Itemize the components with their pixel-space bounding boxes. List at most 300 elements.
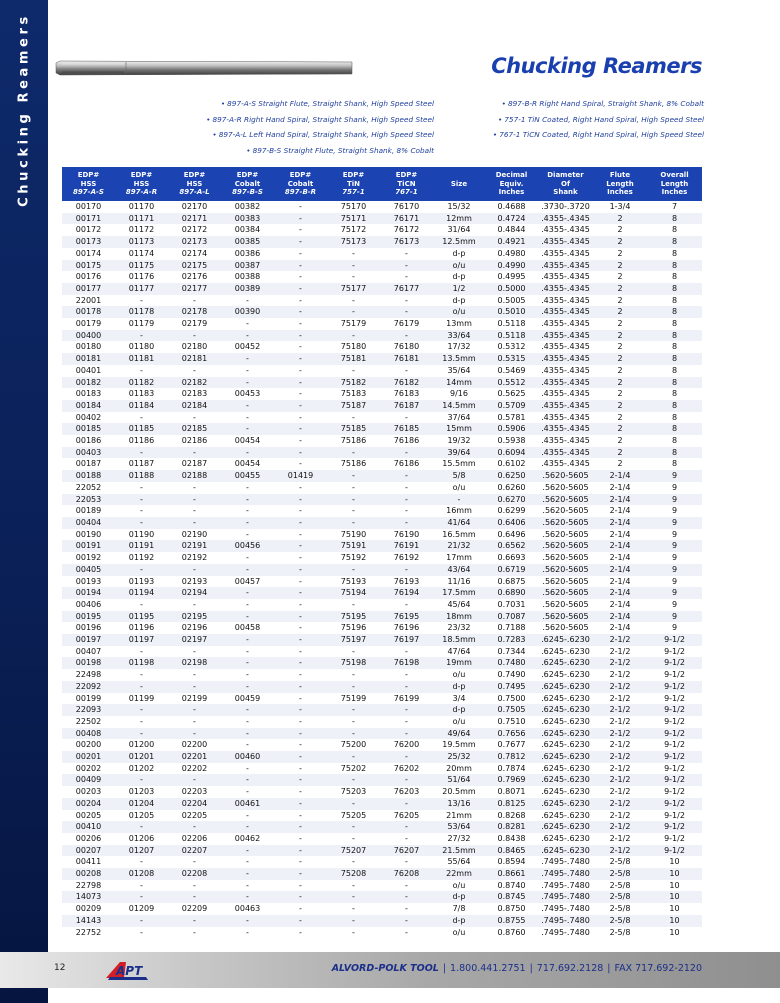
table-cell: - [221, 915, 274, 927]
phone-tollfree: 1.800.441.2751 [450, 963, 526, 974]
table-cell: 75192 [340, 553, 367, 563]
table-cell: .4355-.4345 [538, 423, 593, 435]
table-cell: 2-1/2 [609, 670, 631, 680]
table-cell: 75208 [327, 868, 380, 880]
table-cell: 75186 [340, 459, 367, 469]
table-cell: - [274, 447, 327, 459]
table-cell: 75207 [327, 845, 380, 857]
table-cell: 01207 [115, 845, 168, 857]
table-cell: - [299, 857, 302, 867]
table-cell: - [115, 915, 168, 927]
table-cell: .4355-.4345 [538, 330, 593, 342]
table-cell: 0.7874 [497, 763, 526, 773]
table-row [62, 891, 702, 903]
table-cell: 02186 [181, 436, 208, 446]
table-row [62, 716, 702, 728]
table-cell: - [352, 412, 355, 422]
table-cell: 2-5/8 [593, 868, 647, 880]
table-cell: 21mm [446, 810, 472, 820]
table-cell: d-p [433, 681, 485, 693]
table-cell: - [221, 845, 274, 857]
column-header: Decimal Equiv. Inches [485, 167, 538, 201]
table-cell: - [274, 517, 327, 529]
table-cell: - [405, 482, 408, 492]
table-cell: 00208 [62, 868, 115, 880]
column-header: Diameter Of Shank [538, 167, 593, 201]
table-cell: - [246, 810, 249, 820]
table-cell: - [274, 611, 327, 623]
table-cell: 2-1/4 [609, 482, 631, 492]
table-cell: 00410 [62, 821, 115, 833]
table-cell: 00401 [75, 365, 102, 375]
table-cell: - [299, 787, 302, 797]
table-row [62, 400, 702, 412]
table-cell: - [380, 564, 433, 576]
table-cell: 0.4724 [485, 213, 538, 225]
table-cell: 02177 [168, 283, 221, 295]
table-cell: 76197 [380, 634, 433, 646]
table-cell: 14.5mm [433, 400, 485, 412]
table-cell: - [274, 821, 327, 833]
table-cell: 47/64 [447, 646, 471, 656]
table-cell: d-p [433, 891, 485, 903]
table-row [62, 470, 702, 482]
table-cell: 76195 [380, 611, 433, 623]
table-cell: 22502 [75, 716, 102, 726]
reamer-spec-table [62, 167, 702, 938]
table-cell: 0.6260 [497, 482, 526, 492]
table-cell: - [380, 681, 433, 693]
table-cell: o/u [452, 482, 466, 492]
table-cell: 2-1/2 [609, 646, 631, 656]
table-row [62, 810, 702, 822]
table-cell: 2 [593, 353, 647, 365]
table-cell: 00200 [75, 740, 102, 750]
table-cell: 75186 [340, 436, 367, 446]
table-cell: d-p [433, 915, 485, 927]
table-cell: 9 [671, 553, 678, 563]
table-cell: - [352, 272, 355, 282]
table-cell: 00388 [234, 272, 261, 282]
table-cell: 0.6875 [497, 576, 526, 586]
table-cell: .4355-.4345 [541, 459, 590, 469]
table-cell: 0.7344 [497, 646, 526, 656]
table-cell: 00209 [75, 904, 102, 914]
table-cell: - [352, 248, 355, 258]
table-cell: 9-1/2 [647, 634, 702, 646]
table-cell: 00189 [75, 506, 102, 516]
table-cell: 0.4688 [497, 202, 526, 211]
table-cell: 76177 [380, 283, 433, 295]
table-cell: 45/64 [447, 599, 471, 609]
table-cell: 2 [593, 377, 647, 389]
table-cell: .6245-.6230 [541, 740, 590, 750]
table-cell: 2 [617, 342, 623, 352]
table-cell: 0.7283 [485, 634, 538, 646]
table-cell: 00197 [62, 634, 115, 646]
table-cell: 76193 [393, 576, 420, 586]
table-cell: 2-5/8 [609, 904, 631, 914]
table-cell: 2 [593, 400, 647, 412]
table-cell: - [246, 763, 249, 773]
table-cell: 8 [671, 436, 678, 446]
table-cell: 18mm [433, 611, 485, 623]
table-cell: 8 [671, 295, 678, 305]
table-cell: 2-5/8 [609, 927, 631, 937]
table-cell: 0.5709 [485, 400, 538, 412]
table-cell: 02187 [181, 459, 208, 469]
table-cell: - [274, 213, 327, 225]
table-cell: - [299, 295, 302, 305]
table-cell: - [405, 599, 408, 609]
table-cell: 2 [617, 365, 623, 375]
table-cell: 9-1/2 [647, 681, 702, 693]
table-cell: - [246, 857, 249, 867]
table-cell: 76194 [380, 587, 433, 599]
table-row [62, 915, 702, 927]
table-row [62, 880, 702, 892]
table-cell: 76183 [393, 389, 420, 399]
table-cell: 0.8750 [497, 904, 526, 914]
table-cell: 01193 [128, 576, 155, 586]
table-cell: 00190 [75, 529, 102, 539]
table-cell: - [246, 740, 249, 750]
legend-item: • 767-1 TiCN Coated, Right Hand Spiral, High Speed Steel [492, 130, 704, 139]
table-cell: 2 [617, 272, 623, 282]
table-cell: 2-1/2 [593, 634, 647, 646]
table-cell: 00463 [234, 904, 261, 914]
table-cell: 75194 [327, 587, 380, 599]
table-cell: - [246, 787, 249, 797]
table-cell: 17mm [446, 553, 472, 563]
bullet-icon: • [212, 130, 217, 139]
table-cell: - [221, 423, 274, 435]
table-cell: 22mm [433, 868, 485, 880]
table-cell: 35/64 [447, 365, 471, 375]
table-cell: 2-1/4 [609, 623, 631, 633]
table-cell: - [115, 891, 168, 903]
table-cell: - [274, 260, 327, 272]
table-cell: - [193, 412, 196, 422]
table-cell: 0.8760 [497, 927, 526, 937]
table-row [62, 903, 702, 915]
table-cell: 0.6250 [485, 470, 538, 482]
table-cell: - [221, 564, 274, 576]
table-cell: .6245-.6230 [541, 763, 590, 773]
table-cell: - [433, 494, 485, 506]
table-row [62, 927, 702, 939]
table-cell: - [221, 587, 274, 599]
table-cell: 9-1/2 [647, 821, 702, 833]
table-cell: 00407 [75, 646, 102, 656]
table-cell: - [299, 248, 302, 258]
legend-right [493, 96, 704, 143]
table-cell: .7495-.7480 [538, 915, 593, 927]
table-cell: 0.7490 [497, 670, 526, 680]
table-cell: 9 [671, 623, 678, 633]
table-cell: 8 [671, 319, 678, 329]
legend-item: • 897-B-S Straight Flute, Straight Shank, 8% Cobalt [246, 145, 434, 155]
table-cell: 75195 [327, 611, 380, 623]
table-header-row [62, 167, 702, 201]
table-cell: - [246, 553, 249, 563]
table-cell: 00195 [62, 611, 115, 623]
table-cell: 2-1/4 [593, 494, 647, 506]
table-cell: - [115, 447, 168, 459]
table-cell: 2 [617, 389, 623, 399]
table-cell: - [380, 821, 433, 833]
column-header: EDP# TiCN 767-1 [380, 167, 433, 201]
table-cell: 76180 [393, 342, 420, 352]
table-cell: 0.8438 [497, 833, 526, 843]
table-row [62, 646, 702, 658]
table-cell: - [193, 646, 196, 656]
table-cell: 0.5000 [485, 283, 538, 295]
table-cell: 00454 [234, 459, 261, 469]
table-cell: 0.4844 [497, 225, 526, 235]
table-cell: 01178 [115, 306, 168, 318]
table-cell: 75203 [340, 787, 367, 797]
table-cell: - [193, 295, 196, 305]
table-cell: 00383 [221, 213, 274, 225]
table-cell: - [274, 681, 327, 693]
table-cell: 00188 [62, 470, 115, 482]
table-cell: - [221, 494, 274, 506]
table-cell: 22498 [75, 670, 102, 680]
table-cell: 01175 [115, 260, 168, 272]
table-cell: - [221, 657, 274, 669]
table-cell: 2 [593, 306, 647, 318]
table-row [62, 599, 702, 611]
table-cell: 33/64 [433, 330, 485, 342]
table-cell: 00174 [75, 248, 102, 258]
table-row [62, 634, 702, 646]
table-cell: 76181 [380, 353, 433, 365]
table-cell: 10 [647, 915, 702, 927]
table-cell: 9-1/2 [664, 810, 685, 820]
table-cell: o/u [433, 306, 485, 318]
table-cell: 2-1/2 [609, 810, 631, 820]
table-cell: 0.8125 [485, 798, 538, 810]
table-cell: - [352, 295, 355, 305]
table-cell: - [380, 704, 433, 716]
table-cell: 02195 [168, 611, 221, 623]
table-cell: 22093 [62, 704, 115, 716]
table-cell: 2-1/4 [593, 564, 647, 576]
table-cell: 75172 [340, 225, 367, 235]
table-cell: .5620-5605 [538, 494, 593, 506]
table-row [62, 681, 702, 693]
table-cell: - [327, 517, 380, 529]
table-cell: 02171 [168, 213, 221, 225]
table-cell: 22001 [75, 295, 102, 305]
table-cell: 9-1/2 [647, 704, 702, 716]
table-cell: 00196 [75, 623, 102, 633]
table-row [62, 505, 702, 517]
table-cell: 75177 [327, 283, 380, 295]
table-cell: .6245-.6230 [538, 704, 593, 716]
table-cell: 00402 [75, 412, 102, 422]
table-cell: 0.8281 [485, 821, 538, 833]
table-row [62, 786, 702, 798]
table-cell: 00382 [234, 202, 261, 211]
table-cell: - [327, 821, 380, 833]
table-cell: - [274, 306, 327, 318]
table-cell: - [221, 353, 274, 365]
table-cell: - [405, 880, 408, 890]
table-cell: .6245-.6230 [541, 693, 590, 703]
table-cell: - [380, 891, 433, 903]
table-cell: 00204 [62, 798, 115, 810]
table-cell: 43/64 [433, 564, 485, 576]
table-cell: .6245-.6230 [538, 728, 593, 740]
table-cell: 00458 [234, 623, 261, 633]
table-cell: - [327, 728, 380, 740]
table-cell: - [380, 494, 433, 506]
table-cell: 75171 [327, 213, 380, 225]
bullet-icon: • [206, 114, 211, 124]
legend-item: • 897-A-S Straight Flute, Straight Shank, High Speed Steel [220, 99, 434, 108]
table-cell: 02201 [168, 751, 221, 763]
table-cell: 01192 [128, 553, 155, 563]
table-cell: 02170 [181, 202, 208, 211]
table-cell: - [299, 412, 302, 422]
table-cell: 0.8465 [485, 845, 538, 857]
table-cell: 76185 [380, 423, 433, 435]
table-cell: - [246, 670, 249, 680]
table-cell: 9 [647, 470, 702, 482]
table-cell: 02200 [181, 740, 208, 750]
table-row [62, 248, 702, 260]
table-cell: 0.4995 [497, 272, 526, 282]
table-cell: .4355-.4345 [538, 377, 593, 389]
table-cell: - [299, 272, 302, 282]
table-cell: - [299, 436, 302, 446]
table-cell: - [221, 611, 274, 623]
table-cell: .4355-.4345 [538, 213, 593, 225]
table-cell: - [168, 821, 221, 833]
table-cell: 00181 [62, 353, 115, 365]
table-cell: 00180 [75, 342, 102, 352]
table-cell: 2-5/8 [609, 880, 631, 890]
table-cell: - [221, 634, 274, 646]
table-row [62, 693, 702, 705]
table-cell: 76207 [380, 845, 433, 857]
table-cell: 02178 [168, 306, 221, 318]
table-cell: .4355-.4345 [541, 248, 590, 258]
table-row [62, 271, 702, 283]
table-cell: 10 [647, 868, 702, 880]
table-cell: 00406 [75, 599, 102, 609]
table-cell: - [193, 670, 196, 680]
table-cell: 00178 [62, 306, 115, 318]
table-cell: 2-1/2 [593, 798, 647, 810]
table-cell: 0.7656 [485, 728, 538, 740]
table-cell: - [193, 927, 196, 937]
table-cell: - [246, 716, 249, 726]
table-cell: 20.5mm [442, 787, 476, 797]
legend-item: • 897-A-L Left Hand Spiral, Straight Shank, High Speed Steel [212, 130, 434, 139]
table-cell: 75202 [340, 763, 367, 773]
table-cell: 0.5118 [497, 319, 526, 329]
table-cell: - [274, 634, 327, 646]
table-cell: 00390 [221, 306, 274, 318]
table-row [62, 564, 702, 576]
table-cell: 0.4921 [485, 236, 538, 248]
table-cell: - [246, 319, 249, 329]
table-cell: 2-1/2 [593, 681, 647, 693]
table-cell: 9-1/2 [647, 751, 702, 763]
table-cell: - [274, 915, 327, 927]
column-header: EDP# TiN 757-1 [327, 167, 380, 201]
table-cell: 00405 [62, 564, 115, 576]
table-cell: - [168, 681, 221, 693]
table-cell: 7/8 [452, 904, 466, 914]
table-cell: - [352, 927, 355, 937]
table-cell: 76205 [393, 810, 420, 820]
table-cell: 13mm [446, 319, 472, 329]
table-cell: 27/32 [447, 833, 471, 843]
table-cell: 9 [671, 599, 678, 609]
table-cell: 01180 [128, 342, 155, 352]
table-cell: 02174 [181, 248, 208, 258]
table-cell: .4355-.4345 [541, 272, 590, 282]
table-cell: 1/2 [433, 283, 485, 295]
table-row [62, 657, 702, 669]
table-cell: 9 [647, 564, 702, 576]
table-cell: .6245-.6230 [538, 798, 593, 810]
table-cell: - [299, 365, 302, 375]
brand-name: ALVORD-POLK TOOL [331, 963, 439, 974]
table-cell: 9-1/2 [664, 646, 685, 656]
table-cell: - [140, 927, 143, 937]
table-cell: 10 [669, 904, 680, 914]
table-cell: 01174 [128, 248, 155, 258]
table-cell: - [274, 845, 327, 857]
table-cell: - [274, 423, 327, 435]
table-cell: - [140, 365, 143, 375]
table-cell: 2 [593, 283, 647, 295]
table-cell: 19mm [433, 657, 485, 669]
table-cell: 41/64 [433, 517, 485, 529]
table-cell: 75196 [340, 623, 367, 633]
table-cell: .6245-.6230 [538, 845, 593, 857]
table-cell: - [274, 330, 327, 342]
table-cell: - [299, 670, 302, 680]
table-cell: .4355-.4345 [541, 342, 590, 352]
table-cell: 00183 [75, 389, 102, 399]
table-cell: 00411 [75, 857, 102, 867]
table-cell: 15.5mm [442, 459, 476, 469]
table-cell: - [140, 295, 143, 305]
table-row [62, 868, 702, 880]
table-cell: 2-1/4 [593, 587, 647, 599]
table-cell: 01206 [128, 833, 155, 843]
table-cell: 9 [671, 506, 678, 516]
table-cell: 00454 [234, 436, 261, 446]
table-cell: 02183 [181, 389, 208, 399]
table-cell: 2-1/2 [593, 774, 647, 786]
table-cell: 8 [647, 283, 702, 295]
table-cell: 02184 [168, 400, 221, 412]
table-cell: 00203 [75, 787, 102, 797]
table-cell: 8 [647, 353, 702, 365]
table-cell: 00206 [75, 833, 102, 843]
table-row [62, 412, 702, 424]
table-row [62, 763, 702, 775]
table-cell: 01196 [128, 623, 155, 633]
table-cell: 2-1/2 [609, 693, 631, 703]
